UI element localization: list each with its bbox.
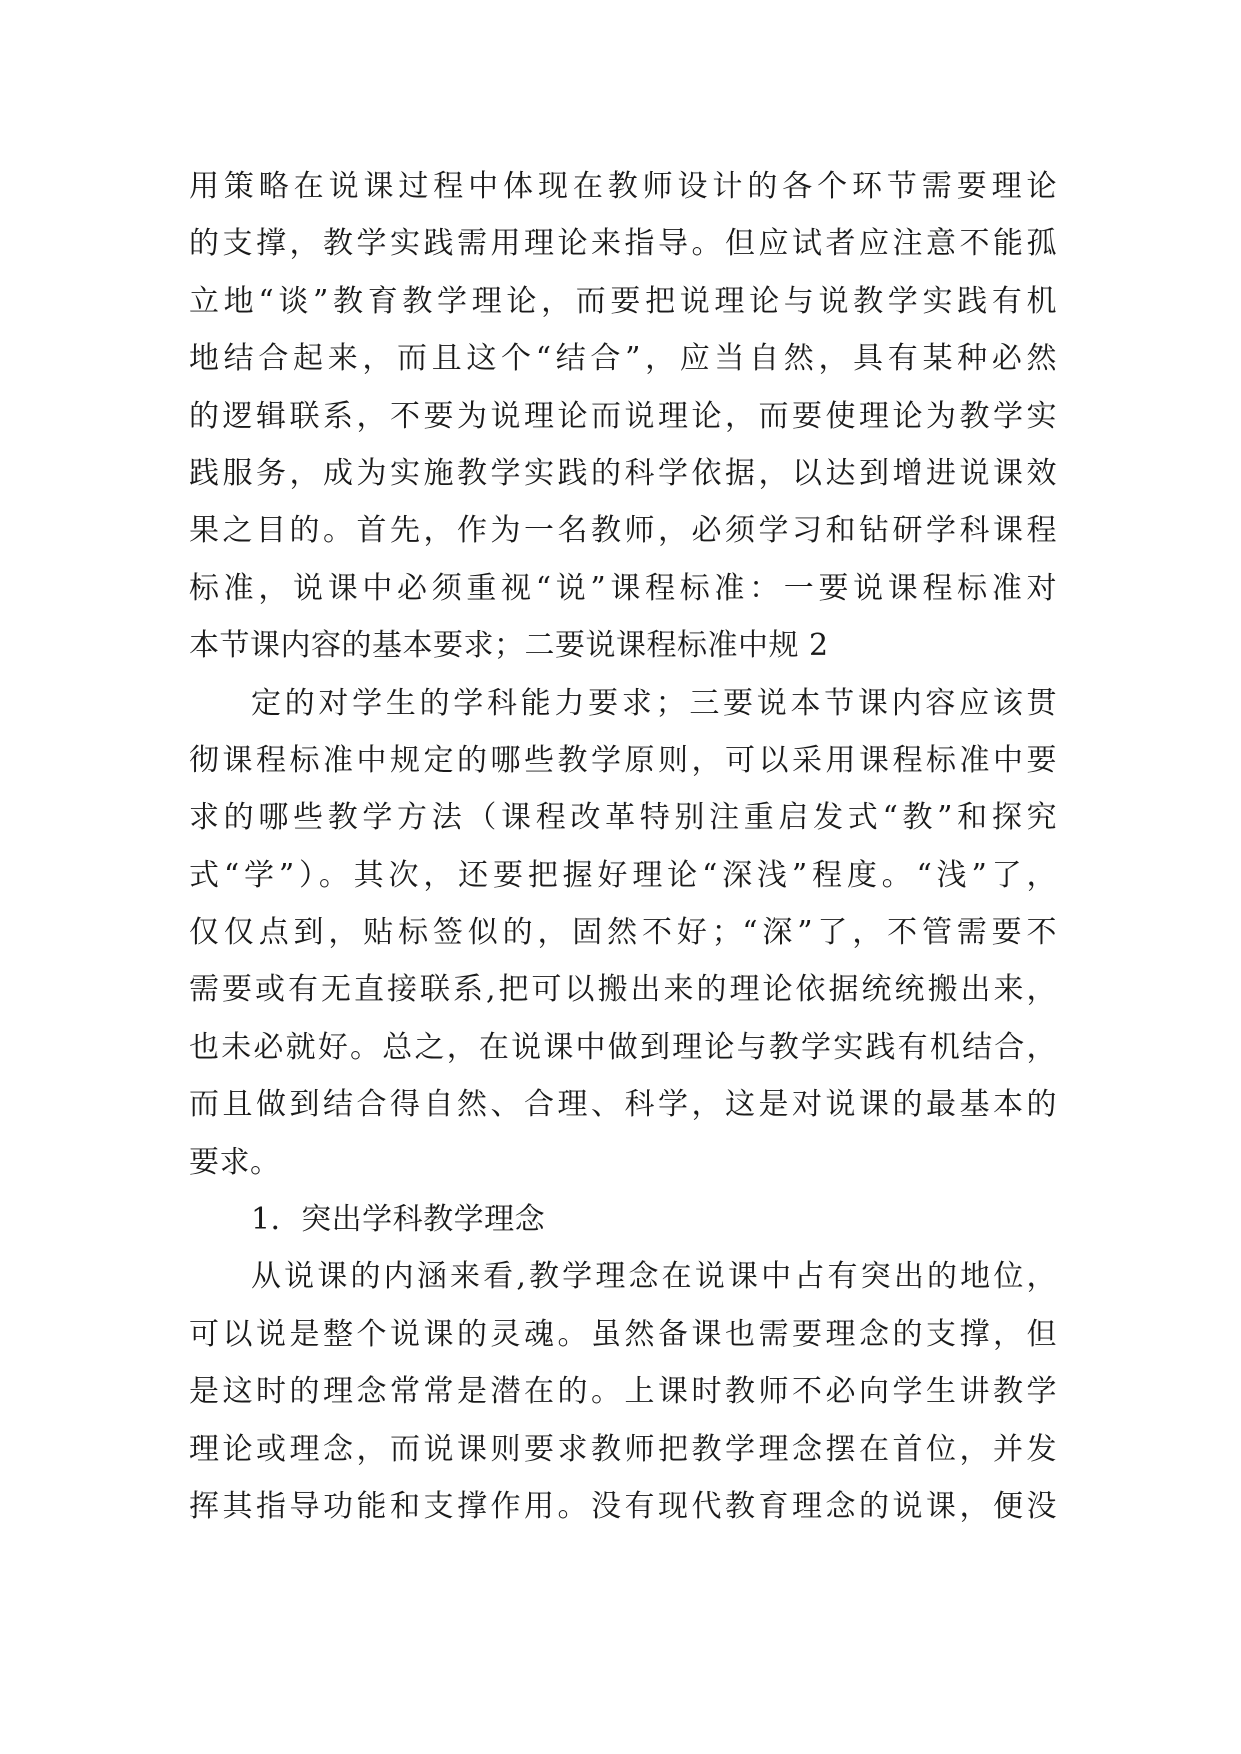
text-line: 地结合起来，而且这个“结合”，应当自然，具有某种必然 xyxy=(189,341,1057,377)
text-line: 标准，说课中必须重视“说”课程标准：一要说课程标准对 xyxy=(189,570,1057,606)
text-line: 立地“谈”教育教学理论，而要把说理论与说教学实践有机 xyxy=(189,283,1057,319)
text-line: 仅仅点到，贴标签似的，固然不好；“深”了，不管需要不 xyxy=(189,915,1057,951)
document-page xyxy=(189,158,1057,1535)
text-line: 也未必就好。总之，在说课中做到理论与教学实践有机结合， xyxy=(189,1029,1057,1065)
text-line: 的逻辑联系，不要为说理论而说理论，而要使理论为教学实 xyxy=(189,398,1057,434)
paragraph-first-line: 定的对学生的学科能力要求；三要说本节课内容应该贯 xyxy=(251,685,1057,721)
text-line: 可以说是整个说课的灵魂。虽然备课也需要理念的支撑，但 xyxy=(189,1316,1057,1352)
text-line: 求的哪些教学方法（课程改革特别注重启发式“教”和探究 xyxy=(189,800,1057,836)
text-line: 挥其指导功能和支撑作用。没有现代教育理念的说课，便没 xyxy=(189,1488,1057,1524)
text-line: 本节课内容的基本要求；二要说课程标准中规 2 xyxy=(189,628,829,664)
text-line: 是这时的理念常常是潜在的。上课时教师不必向学生讲教学 xyxy=(189,1374,1057,1410)
text-line: 而且做到结合得自然、合理、科学，这是对说课的最基本的 xyxy=(189,1087,1057,1123)
text-line: 的支撑，教学实践需用理论来指导。但应试者应注意不能孤 xyxy=(189,226,1057,262)
text-line: 彻课程标准中规定的哪些教学原则，可以采用课程标准中要 xyxy=(189,742,1057,778)
text-line: 果之目的。首先，作为一名教师，必须学习和钻研学科课程 xyxy=(189,513,1057,549)
text-line: 式“学”）。其次，还要把握好理论“深浅”程度。“浅”了， xyxy=(189,857,1057,893)
text-line: 理论或理念，而说课则要求教师把教学理念摆在首位，并发 xyxy=(189,1431,1057,1467)
text-line: 践服务，成为实施教学实践的科学依据，以达到增进说课效 xyxy=(189,455,1057,491)
text-line: 要求。 xyxy=(189,1144,281,1180)
text-line: 用策略在说课过程中体现在教师设计的各个环节需要理论 xyxy=(189,169,1057,204)
paragraph-first-line: 从说课的内涵来看,教学理念在说课中占有突出的地位， xyxy=(251,1259,1057,1295)
section-heading: 1．突出学科教学理念 xyxy=(251,1202,546,1238)
text-line: 需要或有无直接联系,把可以搬出来的理论依据统统搬出来， xyxy=(189,972,1057,1008)
